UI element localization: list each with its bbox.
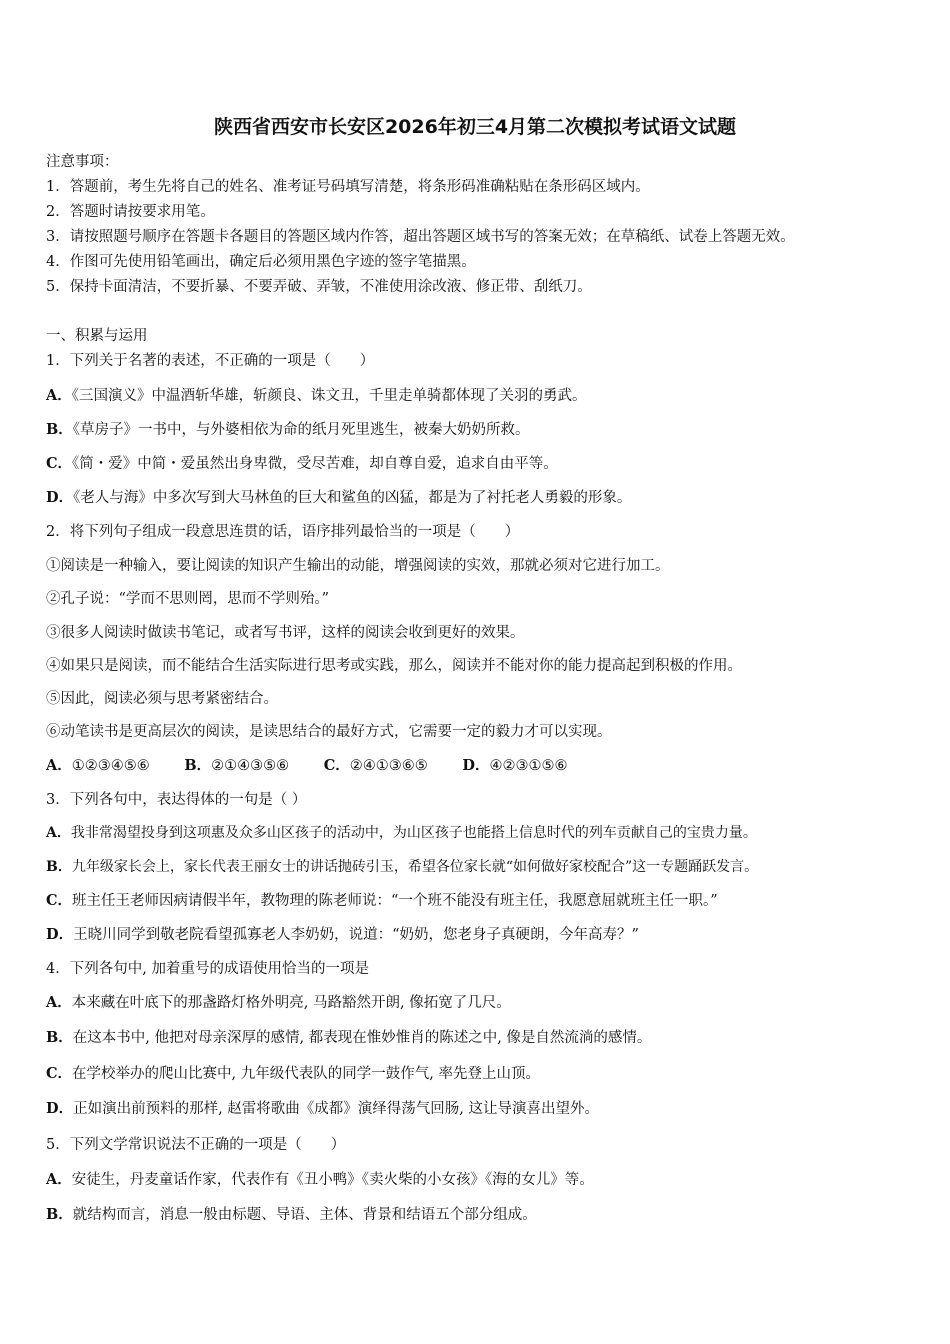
section-heading: 一、积累与运用: [46, 328, 148, 344]
question-3-option-b: [46, 857, 758, 877]
option-text: 《三国演义》中温酒斩华雄，斩颜良、诛文丑，千里走单骑都体现了关羽的勇武。: [71, 388, 587, 404]
option-text: ①②③④⑤⑥: [71, 758, 150, 774]
option-text: 在学校举办的爬山比赛中, 九年级代表队的同学一鼓作气, 率先登上山顶。: [72, 1066, 540, 1082]
question-2-sentence-6: ⑥动笔读书是更高层次的阅读，是读思结合的最好方式，它需要一定的毅力才可以实现。: [46, 724, 612, 740]
question-2-stem: 2．将下列句子组成一段意思连贯的话，语序排列最恰当的一项是（ ）: [46, 524, 520, 540]
notice-heading: 注意事项：: [46, 154, 119, 170]
option-label: B．: [46, 859, 72, 875]
option-text: 本来藏在叶底下的那盏路灯格外明亮, 马路豁然开朗, 像拓宽了几尺。: [71, 995, 511, 1011]
option-text: 就结构而言，消息一般由标题、导语、主体、背景和结语五个部分组成。: [72, 1207, 537, 1223]
question-1-stem: 1．下列关于名著的表述，不正确的一项是（ ）: [46, 353, 375, 369]
notice-item-1: 1．答题前，考生先将自己的姓名、准考证号码填写清楚，将条形码准确粘贴在条形码区域内。: [46, 179, 650, 195]
question-5-option-b: [46, 1205, 537, 1225]
option-text: ②④①③⑥⑤: [349, 758, 428, 774]
question-4-option-b: [46, 1028, 651, 1048]
option-label: A．: [46, 1171, 72, 1188]
option-label: D．: [462, 757, 490, 774]
option-label: B．: [46, 1206, 73, 1223]
question-1-option-d: [46, 488, 631, 508]
option-text: 我非常渴望投身到这项惠及众多山区孩子的活动中，为山区孩子也能搭上信息时代的列车贡献自己的宝贵力量。: [70, 825, 757, 841]
option-text: 在这本书中, 他把对母亲深厚的感情, 都表现在惟妙惟肖的陈述之中, 像是自然流淌的感情。: [72, 1030, 652, 1046]
option-label: C．: [46, 455, 73, 472]
question-2-sentence-2: ②孔子说：“学而不思则罔，思而不学则殆。”: [46, 591, 330, 607]
option-text: 《简・爱》中简・爱虽然出身卑微，受尽苦难，却自尊自爱，追求自由平等。: [72, 456, 558, 472]
notice-item-2: 2．答题时请按要求用笔。: [46, 204, 215, 220]
option-text: 九年级家长会上，家长代表王丽女士的讲话抛砖引玉，希望各位家长就“如何做好家校配合”这一专题踊跃发言。: [71, 859, 759, 875]
option-label: B．: [46, 421, 73, 438]
question-3-stem: 3．下列各句中，表达得体的一句是（ ）: [46, 792, 307, 808]
question-1-option-c: [46, 454, 558, 474]
option-label: C．: [323, 757, 350, 774]
option-label: C．: [46, 892, 73, 909]
notice-item-3: 3．请按照题号顺序在答题卡各题目的答题区域内作答，超出答题区域书写的答案无效；在草稿纸、试卷上答题无效。: [46, 229, 795, 245]
option-label: B．: [46, 1029, 73, 1046]
question-3-option-d: [46, 925, 639, 945]
question-4-option-a: [46, 993, 511, 1013]
option-text: ④②③①⑤⑥: [489, 758, 568, 774]
question-2-option-d: [462, 756, 567, 776]
question-5-stem: 5．下列文学常识说法不正确的一项是（ ）: [46, 1137, 346, 1153]
question-2-sentence-3: ③很多人阅读时做读书笔记，或者写书评，这样的阅读会收到更好的效果。: [46, 625, 525, 641]
question-5-option-a: [46, 1170, 594, 1190]
option-label: D．: [46, 1100, 74, 1117]
question-2-sentence-1: ①阅读是一种输入，要让阅读的知识产生输出的动能，增强阅读的实效，那就必须对它进行加工。: [46, 558, 670, 574]
option-label: B．: [184, 757, 212, 774]
question-4-option-c: [46, 1064, 540, 1084]
option-label: A．: [46, 825, 71, 841]
option-label: A．: [46, 387, 72, 404]
question-2-sentence-4: ④如果只是阅读，而不能结合生活实际进行思考或实践，那么，阅读并不能对你的能力提高起到积极的作用。: [46, 658, 742, 674]
option-text: 安徒生，丹麦童话作家，代表作有《丑小鸭》《卖火柴的小女孩》《海的女儿》等。: [71, 1172, 594, 1188]
option-text: 王晓川同学到敬老院看望孤寡老人李奶奶，说道：“奶奶，您老身子真硬朗，今年高寿？”: [73, 927, 639, 943]
notice-item-4: 4．作图可先使用铅笔画出，确定后必须用黑色字迹的签字笔描黑。: [46, 254, 476, 270]
option-text: 班主任王老师因病请假半年，教物理的陈老师说：“一个班不能没有班主任，我愿意屈就班主任一职。”: [72, 893, 718, 909]
option-label: A．: [46, 757, 72, 774]
question-2-choices: [46, 756, 597, 776]
option-text: 《草房子》一书中，与外婆相依为命的纸月死里逃生，被秦大奶奶所救。: [72, 422, 530, 438]
question-1-option-b: [46, 420, 530, 440]
option-label: D．: [46, 926, 74, 943]
question-1-option-a: [46, 386, 587, 406]
question-2-option-c: [324, 756, 428, 776]
question-2-sentence-5: ⑤因此，阅读必须与思考紧密结合。: [46, 691, 278, 707]
question-3-option-a: [46, 823, 757, 843]
question-3-option-c: [46, 891, 718, 911]
notice-item-5: 5．保持卡面清洁，不要折暴、不要弄破、弄皱，不准使用涂改液、修正带、刮纸刀。: [46, 279, 592, 295]
option-text: 《老人与海》中多次写到大马林鱼的巨大和鲨鱼的凶猛，都是为了衬托老人勇毅的形象。: [73, 490, 632, 506]
option-label: A．: [46, 994, 72, 1011]
option-text: ②①④③⑤⑥: [211, 758, 290, 774]
question-2-option-a: [46, 756, 150, 776]
option-label: D．: [46, 489, 74, 506]
option-label: C．: [46, 1065, 73, 1082]
question-4-option-d: [46, 1099, 599, 1119]
question-2-option-b: [184, 756, 289, 776]
option-text: 正如演出前预料的那样, 赵雷将歌曲《成都》演绎得荡气回肠, 这让导演喜出望外。: [73, 1101, 600, 1117]
question-4-stem: 4．下列各句中, 加着重号的成语使用恰当的一项是: [46, 961, 369, 977]
page-title: 陕西省西安市长安区2026年初三4月第二次模拟考试语文试题: [213, 116, 737, 138]
